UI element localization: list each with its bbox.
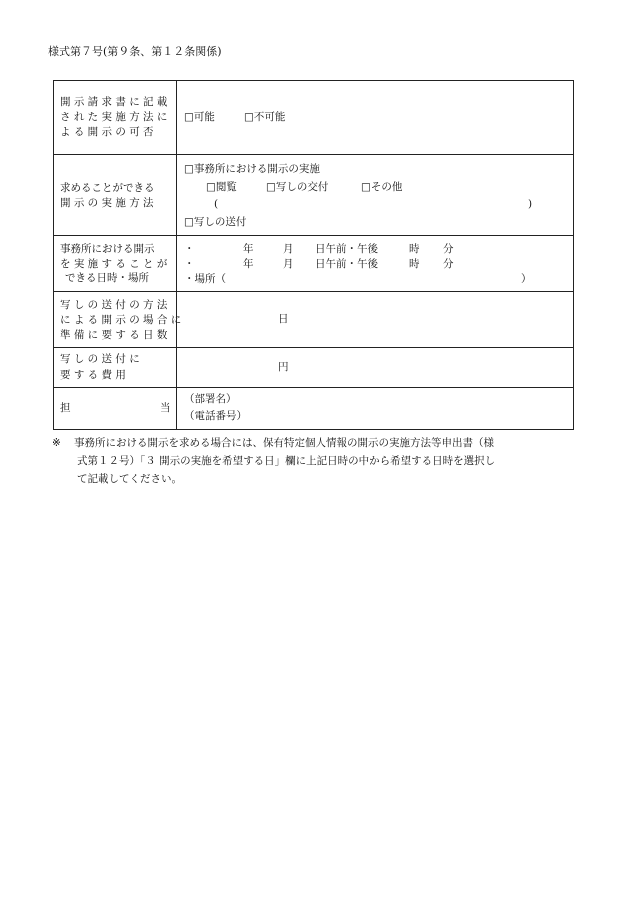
checkbox-possible[interactable]: □可能 bbox=[184, 111, 215, 123]
value-requestable-method bbox=[177, 155, 574, 236]
label-preparation-days bbox=[54, 292, 182, 348]
notice-form-table bbox=[53, 80, 574, 430]
label-line: 写 し の 送 付 に bbox=[60, 353, 140, 365]
label-office-datetime bbox=[54, 236, 177, 292]
row-sending-cost bbox=[54, 348, 574, 388]
datetime-2-year: 年 bbox=[243, 258, 254, 270]
label-sending-cost bbox=[54, 348, 177, 388]
value-method-feasibility bbox=[177, 81, 574, 155]
note-line: 式第１２号）「３ 開示の実施を希望する日」欄に上記日時の中から希望する日時を選択し bbox=[77, 455, 496, 467]
datetime-1-year: 年 bbox=[243, 243, 254, 255]
label-requestable-method bbox=[54, 155, 177, 236]
note-line: て記載してください。 bbox=[77, 473, 182, 485]
datetime-1-bullet: ・ bbox=[184, 243, 195, 255]
contact-label-left: 担 bbox=[60, 402, 71, 414]
label-line: 開 示 の 実 施 方 法 bbox=[60, 197, 154, 209]
label-line: に よ る 開 示 の 場 合 に bbox=[60, 314, 182, 326]
paren-open: ( bbox=[214, 198, 219, 210]
row-contact bbox=[54, 388, 574, 430]
value-sending-cost bbox=[177, 348, 574, 388]
contact-label-right: 当 bbox=[160, 402, 171, 414]
row-method-feasibility bbox=[54, 81, 574, 155]
place-close: ） bbox=[521, 273, 532, 285]
value-preparation-days bbox=[177, 292, 574, 348]
place-label: ・場所（ bbox=[184, 273, 226, 285]
label-line: 写 し の 送 付 の 方 法 bbox=[60, 299, 168, 311]
row-preparation-days bbox=[54, 292, 574, 348]
label-line: 準 備 に 要 す る 日 数 bbox=[60, 329, 168, 341]
value-contact bbox=[177, 388, 574, 430]
datetime-1-minute: 分 bbox=[443, 243, 454, 255]
datetime-2-bullet: ・ bbox=[184, 258, 195, 270]
label-line: できる日時・場所 bbox=[65, 272, 149, 284]
checkbox-office-disclosure[interactable]: □事務所における開示の実施 bbox=[184, 163, 320, 175]
datetime-1-hour: 時 bbox=[409, 243, 420, 255]
note-body bbox=[74, 434, 582, 488]
label-line: 要 す る 費 用 bbox=[60, 369, 126, 381]
note-line: 事務所における開示を求める場合には、保有特定個人情報の開示の実施方法等申出書（様 bbox=[74, 437, 494, 449]
note-mark: ※ bbox=[52, 437, 61, 449]
value-office-datetime bbox=[177, 236, 574, 292]
days-unit: 日 bbox=[278, 313, 289, 325]
label-contact bbox=[54, 388, 177, 430]
label-line: さ れ た 実 施 方 法 に bbox=[60, 111, 168, 123]
form-number-title: 様式第７号(第９条、第１２条関係) bbox=[48, 45, 222, 58]
row-office-datetime bbox=[54, 236, 574, 292]
label-line: よ る 開 示 の 可 否 bbox=[60, 126, 154, 138]
phone-field: （電話番号） bbox=[184, 410, 247, 422]
datetime-1-day-ampm: 日午前・午後 bbox=[315, 243, 378, 255]
department-field: （部署名） bbox=[184, 393, 237, 405]
checkbox-other[interactable]: □その他 bbox=[361, 181, 403, 193]
label-method-feasibility bbox=[54, 81, 177, 155]
checkbox-viewing[interactable]: □閲覧 bbox=[206, 181, 237, 193]
label-line: 求めることができる bbox=[60, 182, 155, 194]
checkbox-copy-sending[interactable]: □写しの送付 bbox=[184, 216, 247, 228]
datetime-2-hour: 時 bbox=[409, 258, 420, 270]
label-line: を 実 施 す る こ と が bbox=[60, 258, 168, 270]
datetime-1-month: 月 bbox=[283, 243, 294, 255]
row-requestable-method bbox=[54, 155, 574, 236]
cost-unit: 円 bbox=[278, 361, 289, 373]
checkbox-impossible[interactable]: □不可能 bbox=[244, 111, 286, 123]
datetime-2-day-ampm: 日午前・午後 bbox=[315, 258, 378, 270]
datetime-2-month: 月 bbox=[283, 258, 294, 270]
datetime-2-minute: 分 bbox=[443, 258, 454, 270]
label-line: 開 示 請 求 書 に 記 載 bbox=[60, 96, 168, 108]
checkbox-copy-delivery[interactable]: □写しの交付 bbox=[266, 181, 329, 193]
label-line: 事務所における開示 bbox=[60, 243, 155, 255]
paren-close: ) bbox=[528, 198, 533, 210]
